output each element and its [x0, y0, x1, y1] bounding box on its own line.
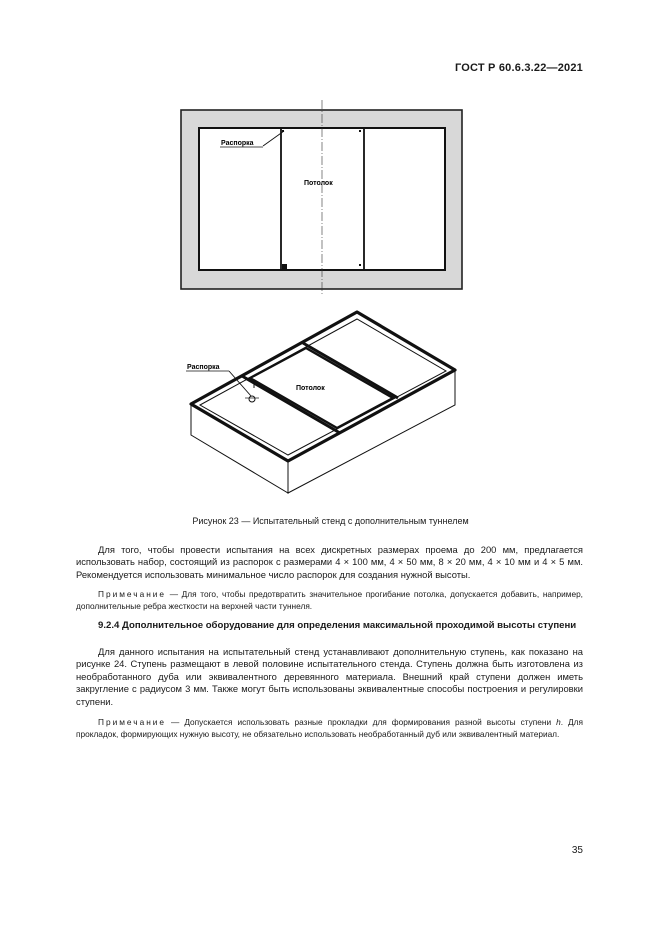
- strut-dot: [359, 130, 361, 132]
- page-number: 35: [571, 845, 583, 856]
- iso-strut: [249, 396, 255, 402]
- paragraph-2: Для данного испытания на испытательный стенд устанавливают дополнительную ступень, как показано на рисунке 24. Ступень размещают в левой половине испытательного стенда. Ступень должна быть изготовлена из необработанного дуба или эквивалентного деревянного материала. Внешний край ступени должен иметь закругление с радиусом 3 мм. Также могут быть использованы эквивалентные способы построения и регулировки ступени.: [76, 646, 583, 707]
- note-1: [76, 589, 583, 612]
- top-label-strut: Распорка: [221, 140, 254, 147]
- bottom-label-ceiling: Потолок: [296, 385, 325, 392]
- figure-caption: Рисунок 23 — Испытательный стенд с дополнительным туннелем: [192, 516, 469, 526]
- note-2: [76, 717, 583, 740]
- note-2-text-a: — Допускается использовать разные прокладки для формирования разной высоты ступени: [166, 717, 557, 727]
- bottom-label-strut: Распорка: [187, 364, 220, 371]
- strut-dot: [359, 264, 361, 266]
- note-1-text: — Для того, чтобы предотвратить значительное прогибание потолка, допускается добавить, например, дополнительные ребра жесткости на верхней части туннеля.: [76, 589, 583, 611]
- note-2-text-b: . Для прокладок, формирующих нужную высоту, не обязательно использовать необработанный дуб или эквивалентный материал.: [76, 717, 583, 739]
- top-label-ceiling: Потолок: [304, 180, 333, 187]
- box-left-face: [191, 404, 288, 493]
- note-2-label: Примечание: [98, 717, 167, 727]
- paragraph-1: Для того, чтобы провести испытания на всех дискретных размерах проема до 200 мм, предлагается использовать набор, состоящий из распорок с размерами 4 × 100 мм, 4 × 50 мм, 8 × 20 мм, 4 × 10 мм и 4 × 5 мм. Рекомендуется использовать минимальное число распорок для создания нужной высоты.: [76, 544, 583, 580]
- document-code: ГОСТ Р 60.6.3.22—2021: [454, 62, 583, 74]
- note-1-label: Примечание: [98, 589, 167, 599]
- note-2-variable: h: [556, 717, 561, 727]
- section-heading: 9.2.4 Дополнительное оборудование для определения максимальной проходимой высоты ступени: [98, 620, 577, 631]
- strut-marker: [282, 264, 287, 269]
- strut-leader-iso: [229, 371, 251, 396]
